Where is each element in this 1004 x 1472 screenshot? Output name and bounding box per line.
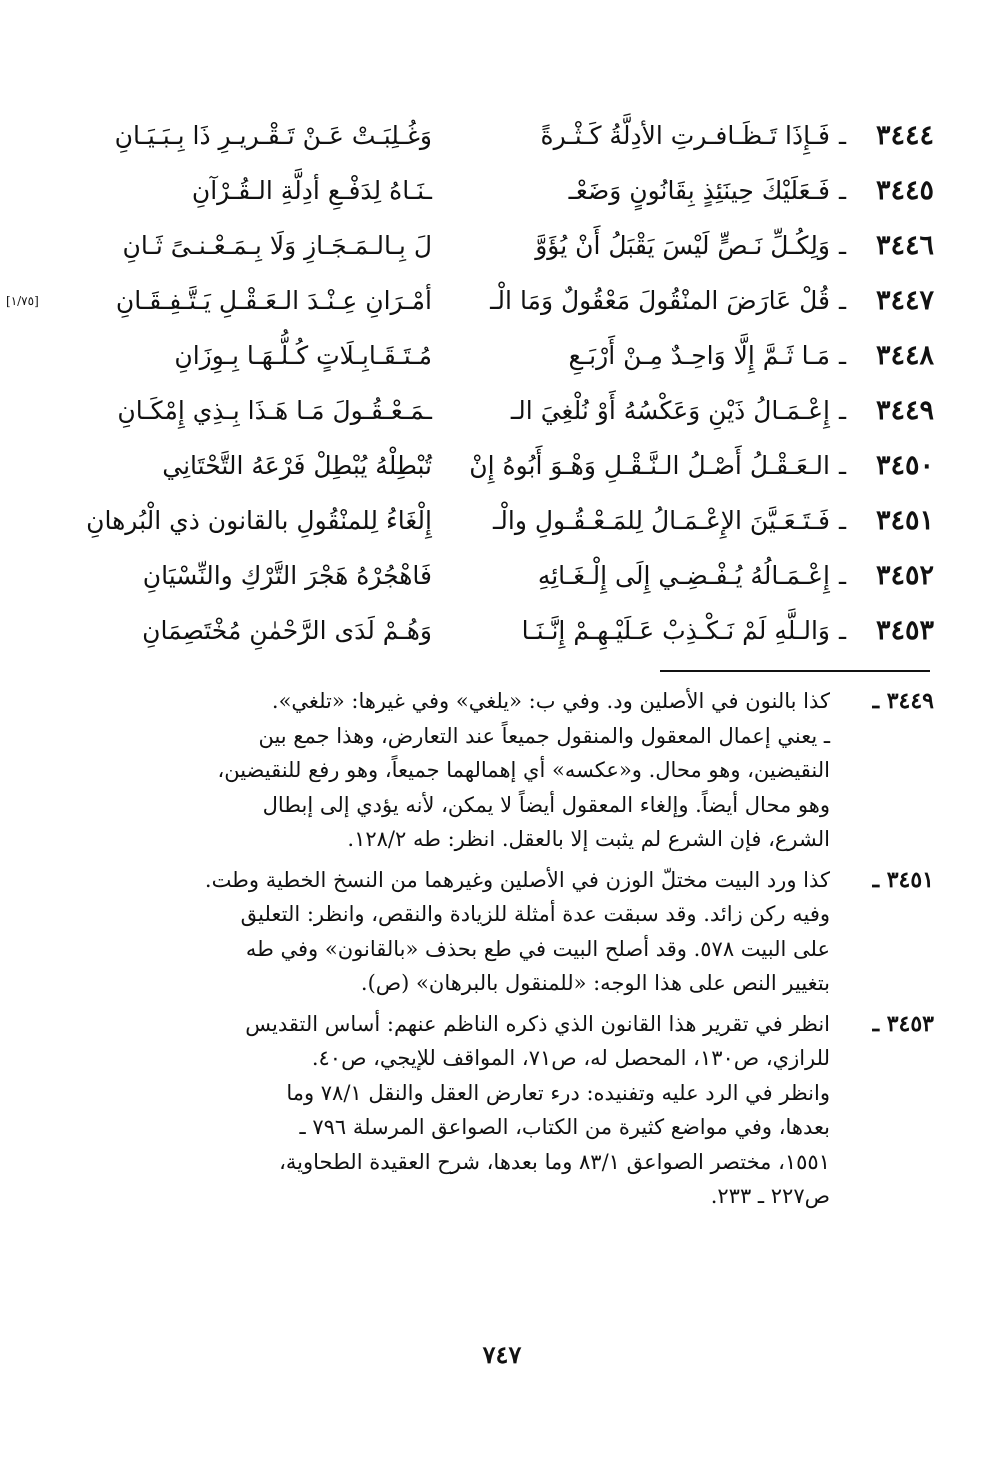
verse-number: ٣٤٤٥ bbox=[875, 175, 934, 206]
verse-row bbox=[20, 548, 934, 603]
verse-first-hemistich: فَـعَلَيْكَ حِينَئِذٍ بِقَانُونٍ وَضَعْـ bbox=[568, 176, 830, 205]
verse-second-hemistich bbox=[62, 396, 432, 425]
verse-dash: ـ bbox=[838, 506, 846, 535]
footnote-text bbox=[70, 863, 830, 1001]
verse-second-hemistich-text: لَ بِـالـمَـجَـازِ وَلَا بِـمَـعْـنـىً ثَـانِ bbox=[122, 231, 432, 260]
verse-second-hemistich-text: ـنَـاهُ لِدَفْـعِ أدِلَّةِ الـقُـرْآنِ bbox=[191, 176, 432, 205]
verse-number: ٣٤٤٦ bbox=[875, 230, 934, 261]
verse-row bbox=[6, 273, 934, 328]
footnote-text bbox=[70, 684, 830, 857]
verse-first-hemistich: قُلْ عَارَضَ المنْقُولَ مَعْقُولٌ وَمَا الْـ bbox=[490, 286, 830, 315]
verse-dash: ـ bbox=[838, 231, 846, 260]
verse-row bbox=[20, 383, 934, 438]
footnote-line: بتغيير النص على هذا الوجه: «للمنقول بالبرهان» (ص). bbox=[360, 971, 830, 995]
verse-first-hemistich: فَـإِذَا تَـظَـافـرتِ الأدِلَّةُ كَـثْـرةً bbox=[540, 121, 830, 150]
verse-second-hemistich-text: ـمَـعْـقُـولَ مَـا هَـذَا بِـذِي إِمْكَـانِ bbox=[117, 396, 432, 425]
footnote-line: انظر في تقرير هذا القانون الذي ذكره الناظم عنهم: أساس التقديس bbox=[245, 1011, 830, 1036]
verse-number: ٣٤٥٣ bbox=[875, 615, 934, 646]
footnote-line: كذا بالنون في الأصلين ود. وفي ب: «يلغي» وفي غيرها: «تلغي». bbox=[271, 689, 830, 713]
verse-first-hemistich: الـعَـقْـلُ أَصْـلُ الـنَّـقْـلِ وَهْـوَ أَبُوهُ إِنْ bbox=[469, 451, 830, 480]
footnote bbox=[70, 1007, 934, 1214]
footnote-number: ٣٤٥١ ـ bbox=[872, 866, 934, 893]
verse-number: ٣٤٤٧ bbox=[875, 285, 934, 316]
footnote-line: الشرع، فإن الشرع لم يثبت إلا بالعقل. انظر: طه ١٢٨/٢. bbox=[347, 827, 830, 851]
footnote-number: ٣٤٥٣ ـ bbox=[872, 1010, 934, 1037]
footnote-line: بعدها، وفي مواضع كثيرة من الكتاب، الصواعق المرسلة ٧٩٦ ـ bbox=[299, 1115, 830, 1139]
footnote-line: النقيضين، وهو محال. و«عكسه» أي إهمالهما جميعاً، وهو رفع للنقيضين، bbox=[217, 758, 830, 782]
verse-second-hemistich bbox=[6, 286, 432, 315]
verse-second-hemistich bbox=[62, 616, 432, 645]
verse-second-hemistich-text: فَاهْجُرْهُ هَجْرَ التَّرْكِ والنِّسْيَانِ bbox=[142, 561, 432, 590]
verse-number: ٣٤٤٨ bbox=[875, 340, 934, 371]
verse-second-hemistich bbox=[62, 451, 432, 480]
verse-row bbox=[20, 438, 934, 493]
verse-second-hemistich-text: وَهُـمْ لَدَى الرَّحْمٰنِ مُخْتَصِمَانِ bbox=[142, 616, 432, 645]
verse-dash: ـ bbox=[838, 396, 846, 425]
verse-number: ٣٤٥١ bbox=[875, 505, 934, 536]
verse-dash: ـ bbox=[838, 121, 846, 150]
footnote-text bbox=[70, 1007, 830, 1214]
verse-row bbox=[20, 108, 934, 163]
verse-block bbox=[6, 108, 934, 658]
verse-row bbox=[20, 493, 934, 548]
verse-number: ٣٤٥٠ bbox=[875, 450, 934, 481]
footnote-line: ١٥٥١، مختصر الصواعق ٨٣/١ وما بعدها، شرح العقيدة الطحاوية، bbox=[279, 1149, 830, 1174]
footnote bbox=[70, 863, 934, 1001]
verse-first-hemistich: إِعْـمَـالُ ذَيْنِ وَعَكْسُهُ أَوْ نُلْغِيَ الـ bbox=[510, 396, 830, 425]
verse-first-hemistich: وَلِكُـلِّ نَـصٍّ لَيْسَ يَقْبَلُ أَنْ يُؤَوَّ bbox=[535, 231, 830, 260]
verse-first-hemistich: مَـا ثَـمَّ إِلَّا وَاحِـدٌ مِـنْ أَرْبَـعِ bbox=[568, 341, 830, 370]
verse-second-hemistich-text: أمْـرَانِ عِـنْـدَ الـعَـقْـلِ يَـتَّـفِـقَـانِ bbox=[115, 286, 432, 315]
footnote-line: ص٢٢٧ ـ ٢٣٣. bbox=[710, 1184, 830, 1208]
footnote-separator bbox=[660, 670, 930, 672]
verse-first-hemistich: وَالـلَّهِ لَمْ نَـكْـذِبْ عَـلَيْـهِـمْ إِنَّـنَـا bbox=[521, 616, 830, 645]
footnote-line: وفيه ركن زائد. وقد سبقت عدة أمثلة للزيادة والنقص، وانظر: التعليق bbox=[240, 902, 830, 926]
verse-dash: ـ bbox=[838, 451, 846, 480]
manuscript-reference: [١/٧٥] bbox=[6, 294, 39, 308]
footnote bbox=[70, 684, 934, 857]
footnote-line: كذا ورد البيت مختلّ الوزن في الأصلين وغيرهما من النسخ الخطية وطت. bbox=[204, 867, 830, 892]
verse-first-hemistich: فَـتَـعَـيَّنَ الإِعْـمَـالُ لِلمَـعْـقُـولِ والْـ bbox=[492, 506, 830, 535]
verse-first-hemistich: إِعْـمَـالُهُ يُـفْـضِـي إِلَى إِلْـغَـائِهِ bbox=[537, 561, 830, 590]
verse-second-hemistich bbox=[62, 121, 432, 150]
verse-row bbox=[20, 163, 934, 218]
verse-second-hemistich-text: إِلْغَاءُ لِلمنْقُولِ بالقانون ذي الْبُرهانِ bbox=[86, 506, 432, 535]
footnote-line: وانظر في الرد عليه وتفنيده: درء تعارض العقل والنقل ٧٨/١ وما bbox=[286, 1080, 830, 1105]
verse-number: ٣٤٥٢ bbox=[875, 560, 934, 591]
footnote-line: وهو محال أيضاً. وإلغاء المعقول أيضاً لا يمكن، لأنه يؤدي إلى إبطال bbox=[262, 792, 830, 817]
verse-number: ٣٤٤٤ bbox=[875, 120, 934, 151]
verse-second-hemistich-text: وَغُـلِبَـتْ عَـنْ تَـقْـريـرِ ذَا بِـبَـيَـانِ bbox=[114, 121, 432, 150]
verse-second-hemistich bbox=[62, 506, 432, 535]
verse-second-hemistich-text: مُـتَـقَـابِـلَاتٍ كُـلُّـهَـا بِـوِزَانِ bbox=[174, 341, 432, 370]
verse-row bbox=[20, 603, 934, 658]
verse-second-hemistich-text: تُبْطِلْهُ يُبْطِلْ فَرْعَهُ التَّحْتَانِي bbox=[162, 451, 432, 480]
verse-dash: ـ bbox=[838, 176, 846, 205]
page-number: ٧٤٧ bbox=[482, 1340, 522, 1369]
verse-second-hemistich bbox=[62, 231, 432, 260]
verse-second-hemistich bbox=[62, 561, 432, 590]
verse-second-hemistich bbox=[62, 341, 432, 370]
verse-dash: ـ bbox=[838, 561, 846, 590]
verse-dash: ـ bbox=[838, 286, 846, 315]
verse-second-hemistich bbox=[62, 176, 432, 205]
footnote-line: للرازي، ص١٣٠، المحصل له، ص٧١، المواقف للإيجي، ص٤٠. bbox=[311, 1046, 830, 1070]
footnote-number: ٣٤٤٩ ـ bbox=[872, 688, 934, 714]
verse-row bbox=[20, 328, 934, 383]
footnote-line: على البيت ٥٧٨. وقد أصلح البيت في طع بحذف «بالقانون» وفي طه bbox=[245, 936, 830, 961]
footnotes-block bbox=[70, 684, 934, 1220]
verse-dash: ـ bbox=[838, 341, 846, 370]
verse-row bbox=[20, 218, 934, 273]
verse-dash: ـ bbox=[838, 616, 846, 645]
verse-number: ٣٤٤٩ bbox=[875, 395, 934, 426]
footnote-line: ـ يعني إعمال المعقول والمنقول جميعاً عند التعارض، وهذا جمع بين bbox=[258, 723, 830, 748]
